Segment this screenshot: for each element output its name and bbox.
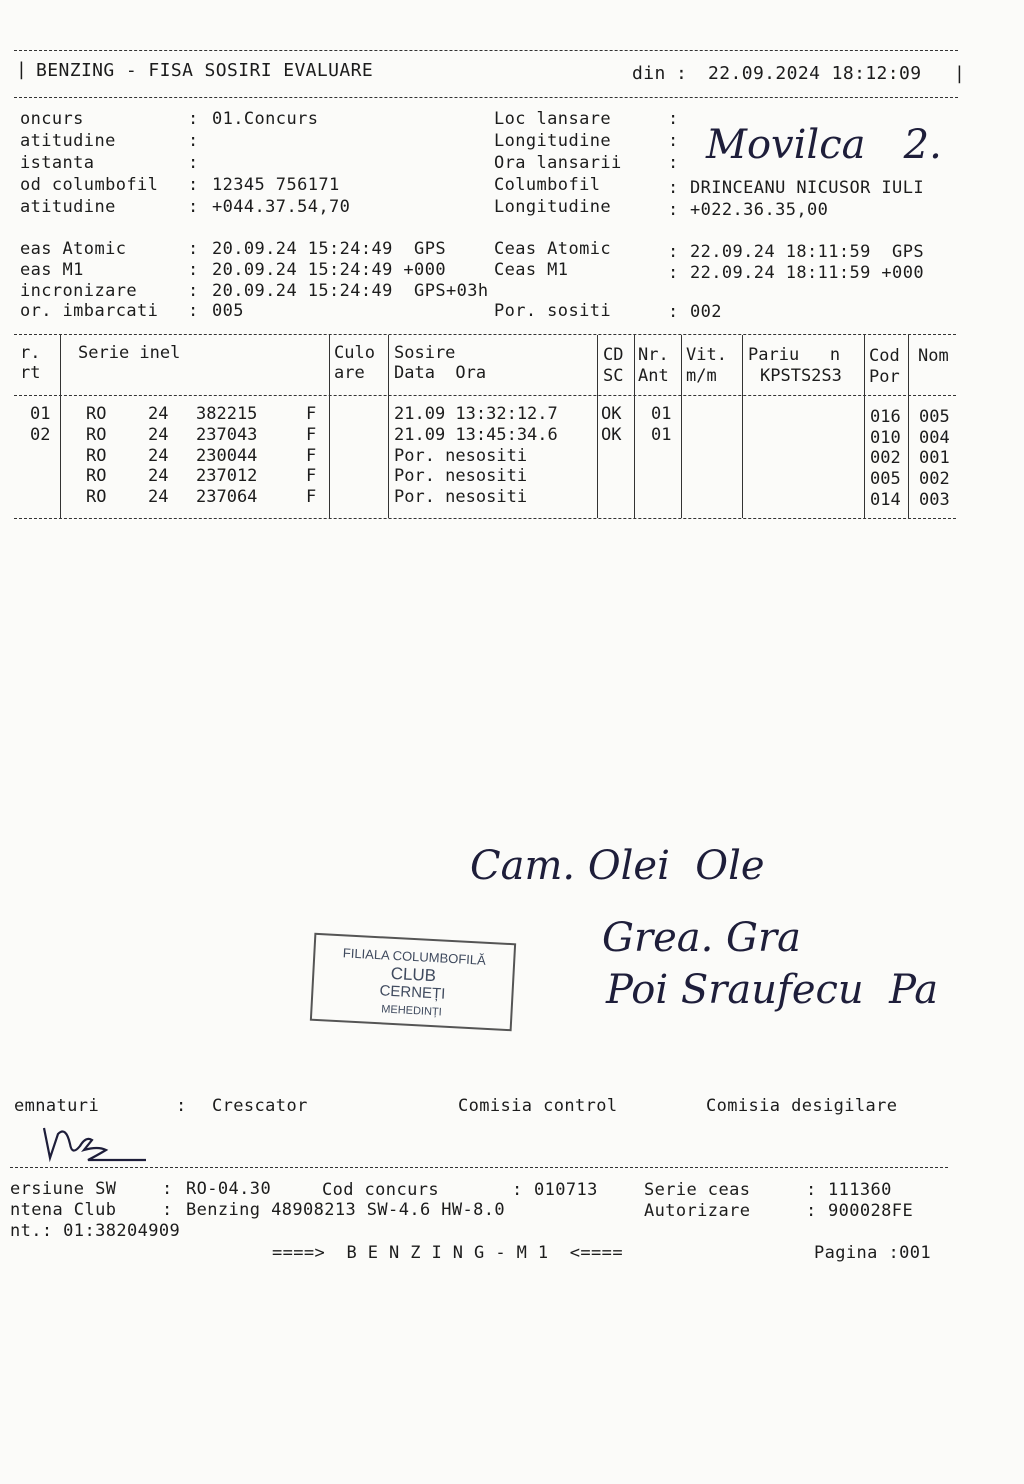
arrival-time: 21.09 13:32:12.7	[394, 404, 558, 424]
info-colon: :	[668, 242, 679, 262]
info-colon: :	[668, 178, 679, 198]
clock-label: Ceas M1	[494, 260, 569, 280]
ring-year: 24	[148, 446, 169, 466]
handwritten-location: Movilca 2.	[706, 122, 942, 168]
ring-country: RO	[86, 425, 107, 445]
info-colon: :	[188, 109, 199, 129]
nom: 004	[919, 428, 950, 448]
clock-label: incronizare	[20, 281, 137, 301]
info-label: istanta	[20, 153, 95, 173]
footer-label: Autorizare	[644, 1201, 751, 1221]
header-top-rule	[14, 50, 958, 51]
ring-number: 382215	[196, 404, 258, 424]
info-colon: :	[668, 131, 679, 151]
column-header: Por	[869, 367, 900, 387]
date-label: din	[632, 63, 666, 84]
clock-value: 20.09.24 15:24:49 +000	[212, 260, 446, 280]
nom: 005	[919, 407, 950, 427]
info-colon: :	[512, 1180, 523, 1200]
clock-label: Ceas Atomic	[494, 239, 611, 259]
column-header: are	[334, 363, 365, 383]
cod-por: 010	[870, 428, 901, 448]
column-header: Nom	[918, 346, 949, 366]
header-right-bar: |	[954, 63, 966, 84]
breeder-signature-label: Crescator	[212, 1096, 308, 1116]
info-colon: :	[668, 263, 679, 283]
authorization-code: 900028FE	[828, 1201, 914, 1221]
club-stamp	[310, 933, 516, 1031]
ring-number: 237043	[196, 425, 258, 445]
info-colon: :	[188, 153, 199, 173]
info-colon: :	[162, 1200, 173, 1220]
info-label: atitudine	[20, 197, 116, 217]
info-colon: :	[188, 175, 199, 195]
ring-year: 24	[148, 466, 169, 486]
stamp-line: CERNEȚI	[379, 982, 446, 1003]
column-divider	[634, 335, 635, 518]
table-header-rule	[14, 395, 956, 396]
info-colon: :	[188, 260, 199, 280]
info-colon: :	[668, 200, 679, 220]
stamp-line: MEHEDINȚI	[380, 1003, 443, 1019]
column-divider	[388, 335, 389, 518]
pigeons-arrived: 002	[690, 302, 722, 322]
page-number: Pagina :001	[814, 1243, 931, 1263]
cod-por: 016	[870, 407, 901, 427]
column-divider	[864, 335, 865, 518]
column-header: CD	[603, 345, 624, 365]
footer-label: ntena Club	[10, 1200, 117, 1220]
antenna-id: nt.: 01:38204909	[10, 1221, 181, 1241]
stamp-line: FILIALA COLUMBOFILĂ	[342, 945, 487, 968]
info-label: od columbofil	[20, 175, 159, 195]
info-colon: :	[668, 153, 679, 173]
column-header: Nr.	[638, 345, 669, 365]
nom: 001	[919, 448, 950, 468]
clock-label: eas Atomic	[20, 239, 127, 259]
ring-number: 237012	[196, 466, 258, 486]
fancier-name: DRINCEANU NICUSOR IULI	[690, 178, 924, 198]
info-colon: :	[668, 302, 679, 322]
handwritten-signature: Cam. Olei Ole	[470, 843, 765, 889]
footer-label: Cod concurs	[322, 1180, 439, 1200]
latitude-value: +044.37.54,70	[212, 197, 351, 217]
info-label: Longitudine	[494, 131, 611, 151]
column-divider	[329, 335, 330, 518]
ring-number: 237064	[196, 487, 258, 507]
nom: 002	[919, 469, 950, 489]
table-bottom-rule	[14, 518, 956, 519]
info-label: Columbofil	[494, 175, 601, 195]
ring-sex: F	[306, 466, 317, 486]
ring-sex: F	[306, 425, 317, 445]
ring-number: 230044	[196, 446, 258, 466]
info-colon: :	[188, 239, 199, 259]
column-header: SC	[603, 366, 624, 386]
info-label: oncurs	[20, 109, 84, 129]
info-colon: :	[176, 1096, 187, 1116]
brand-line: ====> B E N Z I N G - M 1 <====	[272, 1243, 623, 1263]
footer-label: Serie ceas	[644, 1180, 751, 1200]
arrival-status: Por. nesositi	[394, 466, 528, 486]
clock-value: 22.09.24 18:11:59 GPS	[690, 242, 924, 262]
breeder-signature-scribble	[36, 1116, 156, 1166]
document-date: 22.09.2024 18:12:09	[708, 63, 922, 84]
column-divider	[60, 335, 61, 518]
info-colon: :	[668, 109, 679, 129]
column-header: Data Ora	[394, 363, 487, 383]
ring-country: RO	[86, 487, 107, 507]
footer-label: ersiune SW	[10, 1179, 117, 1199]
unsealing-commission-label: Comisia desigilare	[706, 1096, 898, 1116]
column-divider	[681, 335, 682, 518]
footer-rule	[10, 1167, 948, 1168]
club-antenna: Benzing 48908213 SW-4.6 HW-8.0	[186, 1200, 506, 1220]
ring-year: 24	[148, 425, 169, 445]
clock-value: 20.09.24 15:24:49 GPS+03h	[212, 281, 489, 301]
column-header: Vit.	[686, 345, 727, 365]
pigeons-basketed: 005	[212, 301, 244, 321]
control-commission-label: Comisia control	[458, 1096, 618, 1116]
fancier-code: 12345 756171	[212, 175, 340, 195]
table-top-rule	[14, 334, 956, 335]
column-header: rt	[20, 363, 41, 383]
info-colon: :	[188, 301, 199, 321]
row-number: 02	[30, 425, 51, 445]
row-number: 01	[30, 404, 51, 424]
ring-sex: F	[306, 404, 317, 424]
antenna-number: 01	[651, 425, 672, 445]
info-colon: :	[806, 1201, 817, 1221]
clock-label: eas M1	[20, 260, 84, 280]
column-header: Serie inel	[78, 343, 181, 363]
signatures-label: emnaturi	[14, 1096, 100, 1116]
info-colon: :	[806, 1180, 817, 1200]
software-version: RO-04.30	[186, 1179, 272, 1199]
info-colon: :	[162, 1179, 173, 1199]
cd-status: OK	[601, 404, 622, 424]
column-header: Pariu n	[748, 345, 841, 365]
arrival-status: Por. nesositi	[394, 487, 528, 507]
arrival-status: Por. nesositi	[394, 446, 528, 466]
info-colon: :	[188, 131, 199, 151]
antenna-number: 01	[651, 404, 672, 424]
clock-label: or. imbarcati	[20, 301, 159, 321]
info-label: Loc lansare	[494, 109, 611, 129]
stamp-line: CLUB	[390, 963, 437, 986]
arrival-time: 21.09 13:45:34.6	[394, 425, 558, 445]
handwritten-signature: Poi Sraufecu Pa	[606, 967, 939, 1013]
ring-sex: F	[306, 446, 317, 466]
cod-por: 014	[870, 490, 901, 510]
clock-serial: 111360	[828, 1180, 892, 1200]
info-value: 01.Concurs	[212, 109, 319, 129]
column-header: Sosire	[394, 343, 456, 363]
info-label: atitudine	[20, 131, 116, 151]
column-divider	[908, 335, 909, 518]
cod-por: 005	[870, 469, 901, 489]
column-divider	[597, 335, 598, 518]
header-bottom-rule	[14, 97, 958, 98]
nom: 003	[919, 490, 950, 510]
info-label: Ora lansarii	[494, 153, 622, 173]
column-header: r.	[20, 343, 41, 363]
ring-year: 24	[148, 404, 169, 424]
ring-sex: F	[306, 487, 317, 507]
info-colon: :	[188, 197, 199, 217]
column-header: KPSTS2S3	[760, 366, 842, 386]
contest-code: 010713	[534, 1180, 598, 1200]
ring-country: RO	[86, 446, 107, 466]
column-header: Ant	[638, 366, 669, 386]
column-header: m/m	[686, 366, 717, 386]
info-colon: :	[188, 281, 199, 301]
ring-year: 24	[148, 487, 169, 507]
column-divider	[742, 335, 743, 518]
cod-por: 002	[870, 448, 901, 468]
ring-country: RO	[86, 404, 107, 424]
clock-value: 22.09.24 18:11:59 +000	[690, 263, 924, 283]
handwritten-signature: Grea. Gra	[602, 915, 801, 961]
date-separator: :	[676, 63, 688, 84]
column-header: Culo	[334, 343, 375, 363]
header-left-bar: |	[16, 59, 28, 80]
longitude-value: +022.36.35,00	[690, 200, 829, 220]
info-label: Longitudine	[494, 197, 611, 217]
column-header: Cod	[869, 346, 900, 366]
cd-status: OK	[601, 425, 622, 445]
clock-value: 20.09.24 15:24:49 GPS	[212, 239, 446, 259]
ring-country: RO	[86, 466, 107, 486]
clock-label: Por. sositi	[494, 301, 611, 321]
document-title: BENZING - FISA SOSIRI EVALUARE	[36, 60, 374, 81]
